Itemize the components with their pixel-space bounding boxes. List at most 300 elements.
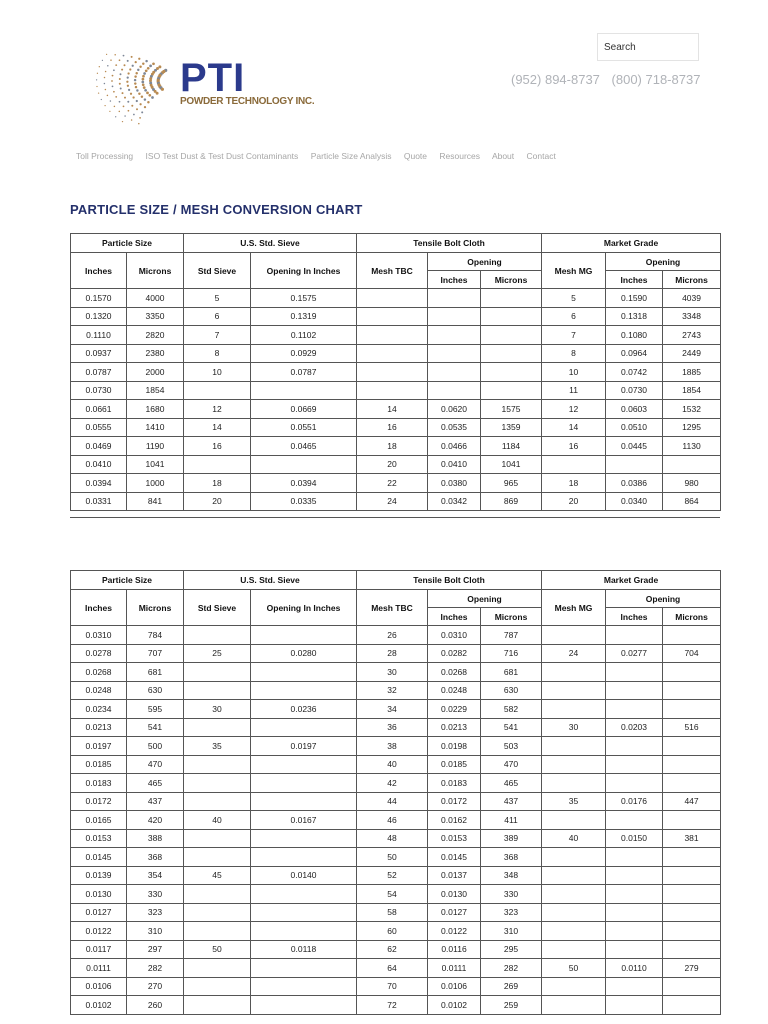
table-row xyxy=(71,626,721,645)
table-cell xyxy=(184,829,251,848)
table-cell: 0.0185 xyxy=(428,755,481,774)
table-cell: 50 xyxy=(357,848,428,867)
table-cell: 26 xyxy=(357,626,428,645)
table-cell: 62 xyxy=(357,940,428,959)
nav-toll-processing[interactable]: Toll Processing xyxy=(76,151,134,161)
table-row xyxy=(71,663,721,682)
table-cell: 0.0268 xyxy=(428,663,481,682)
table-cell: 681 xyxy=(481,663,542,682)
table-cell: 0.0730 xyxy=(71,381,127,400)
table-cell: 30 xyxy=(357,663,428,682)
table-cell: 0.0730 xyxy=(606,381,663,400)
table-cell xyxy=(606,681,663,700)
table-cell xyxy=(357,307,428,326)
col-header-tbc-microns: Microns xyxy=(481,271,542,289)
table-cell: 32 xyxy=(357,681,428,700)
main-nav xyxy=(76,151,566,161)
table-cell: 1410 xyxy=(127,418,184,437)
table-cell: 864 xyxy=(663,492,721,511)
table-cell: 0.0145 xyxy=(428,848,481,867)
table-cell: 8 xyxy=(542,344,606,363)
table-cell: 0.0127 xyxy=(71,903,127,922)
table-cell xyxy=(606,940,663,959)
table-cell: 0.0929 xyxy=(251,344,357,363)
table-cell: 16 xyxy=(184,437,251,456)
table-cell: 1575 xyxy=(481,400,542,419)
table-cell xyxy=(606,848,663,867)
nav-contact[interactable]: Contact xyxy=(526,151,556,161)
table-cell: 0.0139 xyxy=(71,866,127,885)
table-cell: 0.0510 xyxy=(606,418,663,437)
table-cell: 0.0340 xyxy=(606,492,663,511)
table-cell: 0.0102 xyxy=(71,996,127,1015)
table-cell xyxy=(542,755,606,774)
table-cell xyxy=(251,829,357,848)
table-cell: 0.0248 xyxy=(71,681,127,700)
table-cell: 1295 xyxy=(663,418,721,437)
table-cell: 2000 xyxy=(127,363,184,382)
table-cell xyxy=(542,774,606,793)
table-cell: 0.0551 xyxy=(251,418,357,437)
table-cell: 12 xyxy=(542,400,606,419)
table-cell xyxy=(663,885,721,904)
table-row xyxy=(71,681,721,700)
table-cell: 3348 xyxy=(663,307,721,326)
table-cell: 0.0386 xyxy=(606,474,663,493)
table-cell: 0.0282 xyxy=(428,644,481,663)
table-cell: 24 xyxy=(542,644,606,663)
table-cell xyxy=(663,681,721,700)
table-cell: 12 xyxy=(184,400,251,419)
table-cell: 582 xyxy=(481,700,542,719)
table-cell: 707 xyxy=(127,644,184,663)
table-cell xyxy=(251,903,357,922)
table-cell: 0.1080 xyxy=(606,326,663,345)
table-cell: 0.0310 xyxy=(71,626,127,645)
table-cell xyxy=(251,381,357,400)
table-row xyxy=(71,811,721,830)
table-cell: 0.0555 xyxy=(71,418,127,437)
table-cell: 381 xyxy=(663,829,721,848)
group-header-us-std-sieve: U.S. Std. Sieve xyxy=(184,571,357,590)
table-cell: 18 xyxy=(357,437,428,456)
dot-swirl-logo-icon xyxy=(78,36,188,126)
table-cell xyxy=(184,977,251,996)
group-header-market-grade: Market Grade xyxy=(542,234,721,253)
col-header-std-sieve: Std Sieve xyxy=(184,590,251,626)
group-header-us-std-sieve: U.S. Std. Sieve xyxy=(184,234,357,253)
nav-about[interactable]: About xyxy=(491,151,515,161)
table-cell: 1184 xyxy=(481,437,542,456)
group-header-particle-size: Particle Size xyxy=(71,234,184,253)
table-cell: 0.0111 xyxy=(71,959,127,978)
table-cell: 447 xyxy=(663,792,721,811)
table-cell xyxy=(481,289,542,308)
table-row xyxy=(71,848,721,867)
table-cell xyxy=(542,626,606,645)
table-cell xyxy=(606,700,663,719)
table-cell: 980 xyxy=(663,474,721,493)
table-cell: 28 xyxy=(357,644,428,663)
table-cell xyxy=(481,307,542,326)
col-header-opening-in-inches: Opening In Inches xyxy=(251,253,357,289)
table-2-body xyxy=(71,626,721,1015)
table-cell: 516 xyxy=(663,718,721,737)
table-cell xyxy=(542,903,606,922)
conversion-table-1 xyxy=(70,233,721,511)
phone-link-tollfree[interactable]: (800) 718-8737 xyxy=(611,72,701,87)
table-cell: 64 xyxy=(357,959,428,978)
table-cell: 48 xyxy=(357,829,428,848)
table-row xyxy=(71,644,721,663)
table-cell: 18 xyxy=(184,474,251,493)
table-cell: 0.0661 xyxy=(71,400,127,419)
table-cell: 6 xyxy=(542,307,606,326)
table-cell: 35 xyxy=(184,737,251,756)
table-cell: 411 xyxy=(481,811,542,830)
col-header-mg-inches: Inches xyxy=(606,271,663,289)
table-cell: 0.0153 xyxy=(71,829,127,848)
table-cell: 42 xyxy=(357,774,428,793)
table-cell: 0.0118 xyxy=(251,940,357,959)
table-cell xyxy=(184,663,251,682)
table-cell: 269 xyxy=(481,977,542,996)
table-cell xyxy=(606,996,663,1015)
table-cell: 541 xyxy=(127,718,184,737)
table-cell: 0.0669 xyxy=(251,400,357,419)
table-cell: 0.0331 xyxy=(71,492,127,511)
table-cell: 45 xyxy=(184,866,251,885)
table-cell: 3350 xyxy=(127,307,184,326)
table-cell xyxy=(663,626,721,645)
table-cell: 787 xyxy=(481,626,542,645)
table-cell xyxy=(251,885,357,904)
table-cell xyxy=(542,922,606,941)
table-cell xyxy=(542,848,606,867)
table-cell xyxy=(606,903,663,922)
table-cell: 330 xyxy=(127,885,184,904)
table-cell xyxy=(542,977,606,996)
table-cell: 0.0153 xyxy=(428,829,481,848)
table-cell xyxy=(251,455,357,474)
table-cell xyxy=(663,848,721,867)
table-cell: 0.0198 xyxy=(428,737,481,756)
table-row xyxy=(71,996,721,1015)
table-cell: 60 xyxy=(357,922,428,941)
table-cell: 1854 xyxy=(127,381,184,400)
col-header-mesh-tbc: Mesh TBC xyxy=(357,253,428,289)
col-header-mg-inches: Inches xyxy=(606,608,663,626)
table-cell xyxy=(606,663,663,682)
nav-iso-test-dust[interactable]: ISO Test Dust & Test Dust Contaminants xyxy=(145,151,299,161)
table-cell xyxy=(542,700,606,719)
table-cell: 5 xyxy=(542,289,606,308)
table-cell xyxy=(663,455,721,474)
table-cell: 0.0165 xyxy=(71,811,127,830)
table-cell xyxy=(542,940,606,959)
group-header-market-grade: Market Grade xyxy=(542,571,721,590)
table-cell: 0.0197 xyxy=(251,737,357,756)
table-cell: 282 xyxy=(127,959,184,978)
table-cell xyxy=(663,811,721,830)
col-header-tbc-inches: Inches xyxy=(428,608,481,626)
table-cell: 1041 xyxy=(481,455,542,474)
table-cell xyxy=(606,737,663,756)
table-cell: 1885 xyxy=(663,363,721,382)
table-cell xyxy=(663,903,721,922)
table-cell xyxy=(663,977,721,996)
phone-link-local[interactable]: (952) 894-8737 xyxy=(511,72,600,87)
table-cell: 0.1575 xyxy=(251,289,357,308)
table-cell: 0.0445 xyxy=(606,437,663,456)
nav-particle-size-analysis[interactable]: Particle Size Analysis xyxy=(310,151,392,161)
table-cell: 0.0394 xyxy=(71,474,127,493)
table-row xyxy=(71,903,721,922)
table-cell: 716 xyxy=(481,644,542,663)
table-cell: 323 xyxy=(127,903,184,922)
table-cell: 0.1102 xyxy=(251,326,357,345)
table-cell: 0.0167 xyxy=(251,811,357,830)
table-cell xyxy=(481,326,542,345)
col-header-mesh-mg: Mesh MG xyxy=(542,590,606,626)
table-row xyxy=(71,940,721,959)
table-cell: 595 xyxy=(127,700,184,719)
table-cell xyxy=(663,866,721,885)
table-cell: 470 xyxy=(481,755,542,774)
table-cell: 72 xyxy=(357,996,428,1015)
table-cell: 368 xyxy=(127,848,184,867)
col-header-mg-microns: Microns xyxy=(663,608,721,626)
table-cell: 0.0342 xyxy=(428,492,481,511)
table-cell: 297 xyxy=(127,940,184,959)
table-cell: 1000 xyxy=(127,474,184,493)
table-cell: 52 xyxy=(357,866,428,885)
table-cell xyxy=(184,755,251,774)
table-cell xyxy=(428,289,481,308)
table-cell: 470 xyxy=(127,755,184,774)
table-cell: 7 xyxy=(542,326,606,345)
table-cell: 44 xyxy=(357,792,428,811)
table-cell: 0.0410 xyxy=(71,455,127,474)
table-row xyxy=(71,381,721,400)
table-cell: 0.0787 xyxy=(251,363,357,382)
table-cell: 465 xyxy=(481,774,542,793)
col-header-microns: Microns xyxy=(127,253,184,289)
table-cell: 70 xyxy=(357,977,428,996)
col-header-tbc-opening: Opening xyxy=(428,253,542,271)
table-cell xyxy=(251,922,357,941)
table-cell xyxy=(428,363,481,382)
table-cell xyxy=(251,718,357,737)
table-row xyxy=(71,307,721,326)
table-cell xyxy=(251,977,357,996)
table-cell xyxy=(184,626,251,645)
table-cell: 784 xyxy=(127,626,184,645)
table-cell: 14 xyxy=(357,400,428,419)
table-cell xyxy=(428,307,481,326)
table-cell: 0.0172 xyxy=(428,792,481,811)
table-cell: 40 xyxy=(357,755,428,774)
nav-quote[interactable]: Quote xyxy=(403,151,428,161)
table-cell xyxy=(184,885,251,904)
table-cell: 58 xyxy=(357,903,428,922)
table-cell xyxy=(357,344,428,363)
table-cell: 0.0203 xyxy=(606,718,663,737)
table-cell xyxy=(606,626,663,645)
table-cell xyxy=(542,866,606,885)
table-cell: 4039 xyxy=(663,289,721,308)
table-cell: 2820 xyxy=(127,326,184,345)
table-cell xyxy=(357,289,428,308)
table-cell: 0.0140 xyxy=(251,866,357,885)
table-cell: 630 xyxy=(127,681,184,700)
table-1-body xyxy=(71,289,721,511)
table-cell: 0.1319 xyxy=(251,307,357,326)
page-title: PARTICLE SIZE / MESH CONVERSION CHART xyxy=(70,202,363,217)
table-cell xyxy=(184,455,251,474)
col-header-std-sieve: Std Sieve xyxy=(184,253,251,289)
table-cell: 389 xyxy=(481,829,542,848)
table-cell xyxy=(428,326,481,345)
table-cell xyxy=(542,455,606,474)
table-cell: 0.0117 xyxy=(71,940,127,959)
table-cell: 0.0122 xyxy=(71,922,127,941)
table-cell xyxy=(542,885,606,904)
table-cell: 0.0236 xyxy=(251,700,357,719)
table-cell: 0.0172 xyxy=(71,792,127,811)
table-cell: 354 xyxy=(127,866,184,885)
table-cell: 465 xyxy=(127,774,184,793)
table-cell: 0.0183 xyxy=(71,774,127,793)
table-cell: 368 xyxy=(481,848,542,867)
table-cell: 0.0278 xyxy=(71,644,127,663)
table-cell: 0.0137 xyxy=(428,866,481,885)
group-header-particle-size: Particle Size xyxy=(71,571,184,590)
table-cell xyxy=(357,363,428,382)
table-row xyxy=(71,455,721,474)
nav-resources[interactable]: Resources xyxy=(439,151,481,161)
table-cell: 500 xyxy=(127,737,184,756)
table-cell: 0.1590 xyxy=(606,289,663,308)
table-cell xyxy=(663,940,721,959)
table-cell: 0.0234 xyxy=(71,700,127,719)
table-cell: 16 xyxy=(357,418,428,437)
table-cell xyxy=(663,700,721,719)
table-cell: 841 xyxy=(127,492,184,511)
table-cell: 0.0535 xyxy=(428,418,481,437)
table-cell xyxy=(663,663,721,682)
table-cell: 0.0111 xyxy=(428,959,481,978)
col-header-mesh-mg: Mesh MG xyxy=(542,253,606,289)
table-cell xyxy=(251,792,357,811)
table-cell: 0.0268 xyxy=(71,663,127,682)
table-cell: 437 xyxy=(481,792,542,811)
pti-logo[interactable] xyxy=(78,36,315,126)
table-cell: 310 xyxy=(127,922,184,941)
table-cell: 0.0213 xyxy=(71,718,127,737)
table-cell xyxy=(184,381,251,400)
table-cell: 0.0466 xyxy=(428,437,481,456)
table-cell xyxy=(184,848,251,867)
table-cell: 50 xyxy=(542,959,606,978)
table-row xyxy=(71,700,721,719)
table-cell xyxy=(663,922,721,941)
table-cell xyxy=(606,922,663,941)
table-cell: 0.0162 xyxy=(428,811,481,830)
table-cell xyxy=(428,381,481,400)
table-cell: 348 xyxy=(481,866,542,885)
table-cell xyxy=(481,344,542,363)
col-header-inches: Inches xyxy=(71,253,127,289)
table-cell xyxy=(184,903,251,922)
table-cell: 681 xyxy=(127,663,184,682)
table-cell: 1190 xyxy=(127,437,184,456)
table-cell: 10 xyxy=(542,363,606,382)
table-cell: 16 xyxy=(542,437,606,456)
table-cell xyxy=(428,344,481,363)
table-cell: 0.0110 xyxy=(606,959,663,978)
logo-wordmark: PTI xyxy=(180,56,246,100)
table-cell: 330 xyxy=(481,885,542,904)
table-cell: 0.0465 xyxy=(251,437,357,456)
table-cell xyxy=(542,681,606,700)
table-cell: 0.0150 xyxy=(606,829,663,848)
table-cell xyxy=(663,737,721,756)
table-cell: 22 xyxy=(357,474,428,493)
table-cell: 18 xyxy=(542,474,606,493)
table-cell: 0.0620 xyxy=(428,400,481,419)
table-cell xyxy=(184,681,251,700)
table-cell xyxy=(663,996,721,1015)
table-cell: 0.0229 xyxy=(428,700,481,719)
table-cell: 541 xyxy=(481,718,542,737)
table-cell xyxy=(251,755,357,774)
table-cell: 260 xyxy=(127,996,184,1015)
table-cell: 0.0185 xyxy=(71,755,127,774)
table-cell xyxy=(357,326,428,345)
phone-numbers xyxy=(511,72,708,87)
col-header-inches: Inches xyxy=(71,590,127,626)
table-cell: 965 xyxy=(481,474,542,493)
table-cell: 1532 xyxy=(663,400,721,419)
table-cell xyxy=(251,959,357,978)
table-cell xyxy=(251,681,357,700)
table-cell: 0.0130 xyxy=(428,885,481,904)
group-header-tensile-bolt-cloth: Tensile Bolt Cloth xyxy=(357,571,542,590)
table-row xyxy=(71,792,721,811)
table-cell xyxy=(251,848,357,867)
table-row xyxy=(71,737,721,756)
table-cell: 0.0145 xyxy=(71,848,127,867)
table-cell: 25 xyxy=(184,644,251,663)
table-cell: 34 xyxy=(357,700,428,719)
table-cell xyxy=(251,663,357,682)
table-cell: 0.0742 xyxy=(606,363,663,382)
table-cell: 0.0248 xyxy=(428,681,481,700)
table-cell: 0.0394 xyxy=(251,474,357,493)
table-cell: 437 xyxy=(127,792,184,811)
table-row xyxy=(71,774,721,793)
table-cell: 36 xyxy=(357,718,428,737)
table-row xyxy=(71,866,721,885)
table-cell xyxy=(184,996,251,1015)
col-header-tbc-inches: Inches xyxy=(428,271,481,289)
table-cell: 1041 xyxy=(127,455,184,474)
table-cell: 295 xyxy=(481,940,542,959)
table-cell: 20 xyxy=(184,492,251,511)
table-cell: 0.0102 xyxy=(428,996,481,1015)
search-input[interactable] xyxy=(597,33,699,61)
